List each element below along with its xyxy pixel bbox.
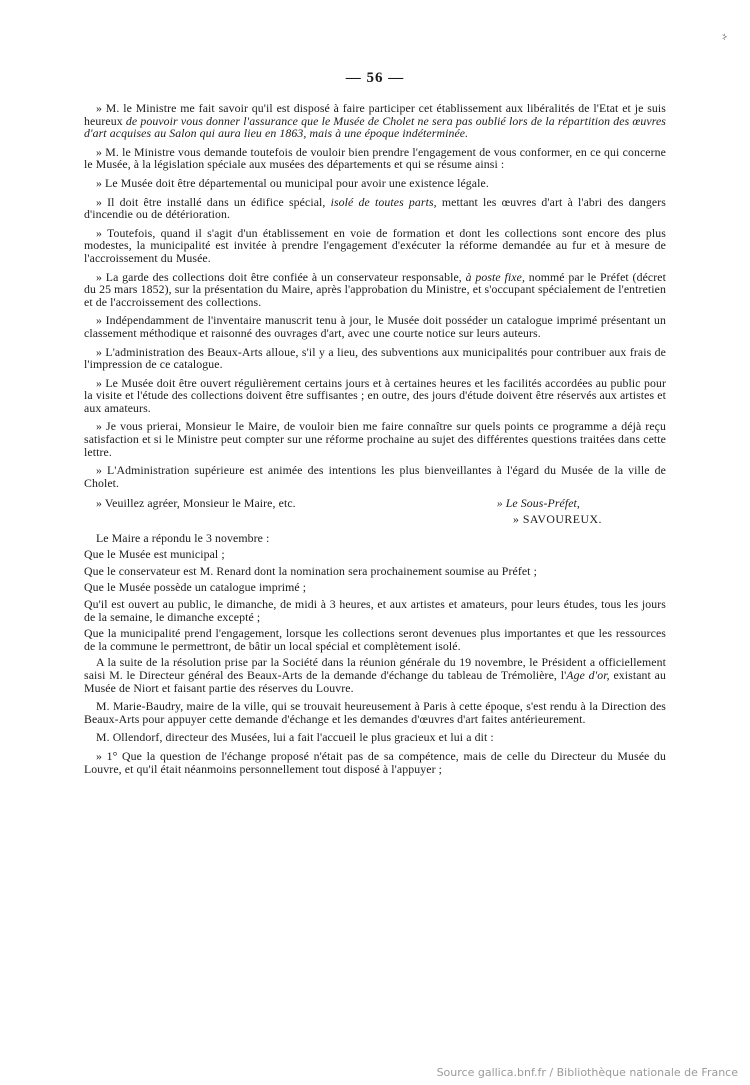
reply-item: Que le Musée possède un catalogue imprimé ; xyxy=(84,580,307,595)
closing-row xyxy=(84,497,666,510)
after-text: M. Marie-Baudry, maire de la ville, qui se trouvait heureusement à Paris à cette époque, s'est rendu à la Direction des Beaux-Arts pour appuyer cette demande d'échange et les demandes d'œuvres d'art faites antérieurement. xyxy=(84,699,666,726)
letter-paragraph xyxy=(84,377,666,415)
letter-paragraph xyxy=(84,314,666,339)
letter-text: » L'Administration supérieure est animée des intentions les plus bienveillantes à l'égard du Musée de la ville de Cholet. xyxy=(84,463,666,490)
reply-item: Que le conservateur est M. Renard dont la nomination sera prochainement soumise au Préfet ; xyxy=(84,563,537,578)
reply-item: Que la municipalité prend l'engagement, lorsque les collections seront devenues plus importantes et que les ressources de la commune le permettront, de bâtir un local spécial et complètement isolé. xyxy=(84,626,666,653)
letter-paragraph xyxy=(84,346,666,371)
letter-paragraph xyxy=(84,196,666,221)
letter-text: » Le Musée doit être ouvert régulièrement certains jours et à certaines heures et les facilités accordées au public pour la visite et l'étude des collections doivent être suffisantes ; en outre, des jours d'étude doivent être réservés aux artistes et aux amateurs. xyxy=(84,375,666,415)
after-section xyxy=(84,656,666,775)
letter-paragraph xyxy=(84,420,666,458)
after-text: A la suite de la résolution prise par la Société dans la réunion générale du 19 novembre, le Président a officiellement saisi M. le Directeur général des Beaux-Arts de la demande d'échange du tableau de Trémolière, l' xyxy=(84,655,666,682)
letter-text: » La garde des collections doit être confiée à un conservateur responsable, xyxy=(96,269,466,284)
source-footer: Source gallica.bnf.fr / Bibliothèque nationale de France xyxy=(436,1066,738,1079)
letter-paragraph xyxy=(84,146,666,171)
letter-text: » L'administration des Beaux-Arts alloue, s'il y a lieu, des subventions aux municipalités pour contribuer aux frais de l'impression de ce catalogue. xyxy=(84,344,666,372)
letter-text: mettant les œuvres d'art à l'abri des dangers d'incendie ou de détérioration. xyxy=(84,194,666,222)
closing-salutation: » Veuillez agréer, Monsieur le Maire, etc. xyxy=(96,496,296,511)
letter-section xyxy=(84,102,666,489)
letter-emphasis: de pouvoir vous donner l'assurance que le Musée de Cholet ne sera pas oublié lors de la répartition des œuvres d'art acquises au Salon qui aura lieu en 1863, mais à une époque indéterminée. xyxy=(84,113,666,141)
reply-item: Qu'il est ouvert au public, le dimanche, de midi à 3 heures, et aux artistes et amateurs, pour leurs études, tous les jours de la semaine, le dimanche excepté ; xyxy=(84,597,666,624)
letter-paragraph xyxy=(84,102,666,140)
letter-text: » Il doit être installé dans un édifice spécial, xyxy=(96,194,331,209)
letter-text: » Je vous prierai, Monsieur le Maire, de vouloir bien me faire connaître sur quels points ce programme a déjà reçu satisfaction et si le Ministre peut compter sur une réforme prochaine au sujet des différentes questions traitées dans cette lettre. xyxy=(84,419,666,459)
letter-paragraph xyxy=(84,271,666,309)
after-text: » 1° Que la question de l'échange proposé n'était pas de sa compétence, mais de celle du Directeur du Musée du Louvre, et qu'il était néanmoins personnellement tout disposé à l'appuyer ; xyxy=(84,748,666,776)
page-number: — 56 — xyxy=(345,70,405,86)
reply-list xyxy=(84,548,666,652)
closing-sender-title: » Le Sous-Préfet, xyxy=(496,496,580,511)
after-emphasis: Age d'or, xyxy=(566,667,610,682)
body-text xyxy=(84,102,666,781)
letter-emphasis: à poste fixe, xyxy=(465,269,525,284)
after-paragraph xyxy=(84,731,666,744)
reply-item: Que le Musée est municipal ; xyxy=(84,547,225,562)
letter-paragraph xyxy=(84,464,666,489)
letter-text: » Le Musée doit être départemental ou municipal pour avoir une existence légale. xyxy=(96,175,489,190)
letter-paragraph xyxy=(84,227,666,265)
after-paragraph xyxy=(84,656,666,694)
after-paragraph xyxy=(84,750,666,775)
after-text: existant au Musée de Niort et faisant partie des réserves du Louvre. xyxy=(84,667,666,695)
corner-mark: ⸖ xyxy=(722,33,728,43)
letter-text: » M. le Ministre me fait savoir qu'il est disposé à faire participer cet établissement aux libéralités de l'Etat et je suis heureux xyxy=(84,101,666,128)
after-text: M. Ollendorf, directeur des Musées, lui a fait l'accueil le plus gracieux et lui a dit : xyxy=(96,730,494,745)
letter-emphasis: isolé de toutes parts, xyxy=(330,194,437,209)
letter-text: » M. le Ministre vous demande toutefois de vouloir bien prendre l'engagement de vous conformer, en ce qui concerne le Musée, à la législation spéciale aux musées des départements et qui se résume ainsi : xyxy=(84,144,666,172)
letter-paragraph xyxy=(84,177,666,190)
signature: » SAVOUREUX. xyxy=(512,512,602,527)
letter-text: » Indépendamment de l'inventaire manuscrit tenu à jour, le Musée doit posséder un catalogue imprimé présentant un classement méthodique et raisonné des ouvrages d'art, avec une courte notice sur leurs auteurs. xyxy=(84,313,666,340)
letter-text: » Toutefois, quand il s'agit d'un établissement en voie de formation et dont les collections sont encore des plus modestes, la municipalité est invitée à prendre l'engagement d'exécuter la réforme demandée au fur et à mesure de l'accroissement du Musée. xyxy=(84,225,666,265)
letter-text: nommé par le Préfet (décret du 25 mars 1852), sur la présentation du Maire, après l'approbation du Ministre, et s'occupant spécialement de l'entretien et de l'accroissement des collections. xyxy=(84,269,666,309)
after-paragraph xyxy=(84,700,666,725)
reply-intro: Le Maire a répondu le 3 novembre : xyxy=(96,530,270,545)
